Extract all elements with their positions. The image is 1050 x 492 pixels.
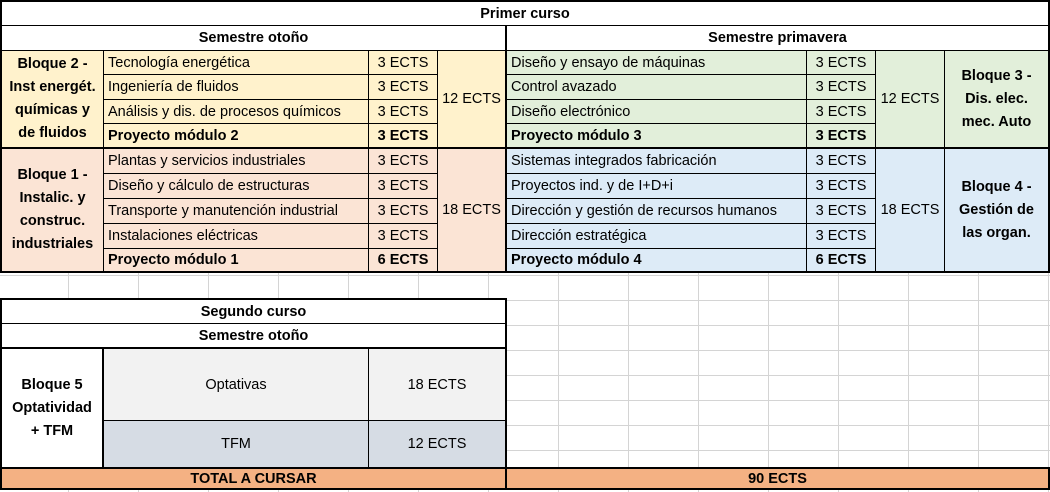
bloque4-label[interactable]: Bloque 4 - Gestión de las organ. <box>945 149 1050 273</box>
ects-cell[interactable]: 3 ECTS <box>807 51 876 75</box>
subject-cell[interactable]: Sistemas integrados fabricación <box>507 149 807 174</box>
ects-cell[interactable]: 3 ECTS <box>807 75 876 100</box>
optativas-cell[interactable]: Optativas <box>104 349 369 421</box>
bloque5-label[interactable]: Bloque 5 Optatividad + TFM <box>0 349 104 469</box>
ects-cell[interactable]: 3 ECTS <box>807 174 876 199</box>
project-cell[interactable]: Proyecto módulo 1 <box>104 249 369 273</box>
project-cell[interactable]: Proyecto módulo 2 <box>104 124 369 149</box>
subject-cell[interactable]: Instalaciones eléctricas <box>104 224 369 249</box>
bloque3-label[interactable]: Bloque 3 - Dis. elec. mec. Auto <box>945 51 1050 149</box>
ects-cell[interactable]: 6 ECTS <box>369 249 438 273</box>
ects-cell[interactable]: 3 ECTS <box>807 149 876 174</box>
ects-cell[interactable]: 3 ECTS <box>369 51 438 75</box>
subject-cell[interactable]: Control avazado <box>507 75 807 100</box>
ects-cell[interactable]: 3 ECTS <box>807 199 876 224</box>
ects-cell[interactable]: 3 ECTS <box>369 75 438 100</box>
bloque1-ects-total[interactable]: 18 ECTS <box>438 149 507 273</box>
ects-cell[interactable]: 3 ECTS <box>369 224 438 249</box>
bloque2-label[interactable]: Bloque 2 - Inst energét. químicas y de fluidos <box>0 51 104 149</box>
subject-cell[interactable]: Diseño y cálculo de estructuras <box>104 174 369 199</box>
bloque2-ects-total[interactable]: 12 ECTS <box>438 51 507 149</box>
subject-cell[interactable]: Diseño electrónico <box>507 100 807 124</box>
ects-cell[interactable]: 3 ECTS <box>807 124 876 149</box>
ects-cell[interactable]: 3 ECTS <box>369 124 438 149</box>
tfm-ects[interactable]: 12 ECTS <box>369 421 507 469</box>
total-label[interactable]: TOTAL A CURSAR <box>0 469 507 490</box>
semestre-otono-header[interactable]: Semestre otoño <box>0 26 507 51</box>
ects-cell[interactable]: 3 ECTS <box>369 100 438 124</box>
subject-cell[interactable]: Análisis y dis. de procesos químicos <box>104 100 369 124</box>
ects-cell[interactable]: 3 ECTS <box>807 224 876 249</box>
semestre-primavera-header[interactable]: Semestre primavera <box>507 26 1050 51</box>
bloque1-label[interactable]: Bloque 1 - Instalic. y construc. industriales <box>0 149 104 273</box>
total-value[interactable]: 90 ECTS <box>507 467 1050 490</box>
subject-cell[interactable]: Dirección estratégica <box>507 224 807 249</box>
tfm-cell[interactable]: TFM <box>104 421 369 469</box>
project-cell[interactable]: Proyecto módulo 4 <box>507 249 807 273</box>
segundo-curso-title[interactable]: Segundo curso <box>0 298 507 324</box>
ects-cell[interactable]: 3 ECTS <box>369 149 438 174</box>
subject-cell[interactable]: Ingeniería de fluidos <box>104 75 369 100</box>
ects-cell[interactable]: 3 ECTS <box>807 100 876 124</box>
subject-cell[interactable]: Plantas y servicios industriales <box>104 149 369 174</box>
subject-cell[interactable]: Dirección y gestión de recursos humanos <box>507 199 807 224</box>
bloque3-ects-total[interactable]: 12 ECTS <box>876 51 945 149</box>
subject-cell[interactable]: Transporte y manutención industrial <box>104 199 369 224</box>
optativas-ects[interactable]: 18 ECTS <box>369 349 507 421</box>
subject-cell[interactable]: Proyectos ind. y de I+D+i <box>507 174 807 199</box>
primer-curso-title[interactable]: Primer curso <box>0 0 1050 26</box>
ects-cell[interactable]: 6 ECTS <box>807 249 876 273</box>
segundo-semestre-otono-header[interactable]: Semestre otoño <box>0 324 507 349</box>
bloque4-ects-total[interactable]: 18 ECTS <box>876 149 945 273</box>
ects-cell[interactable]: 3 ECTS <box>369 199 438 224</box>
ects-cell[interactable]: 3 ECTS <box>369 174 438 199</box>
project-cell[interactable]: Proyecto módulo 3 <box>507 124 807 149</box>
subject-cell[interactable]: Tecnología energética <box>104 51 369 75</box>
subject-cell[interactable]: Diseño y ensayo de máquinas <box>507 51 807 75</box>
